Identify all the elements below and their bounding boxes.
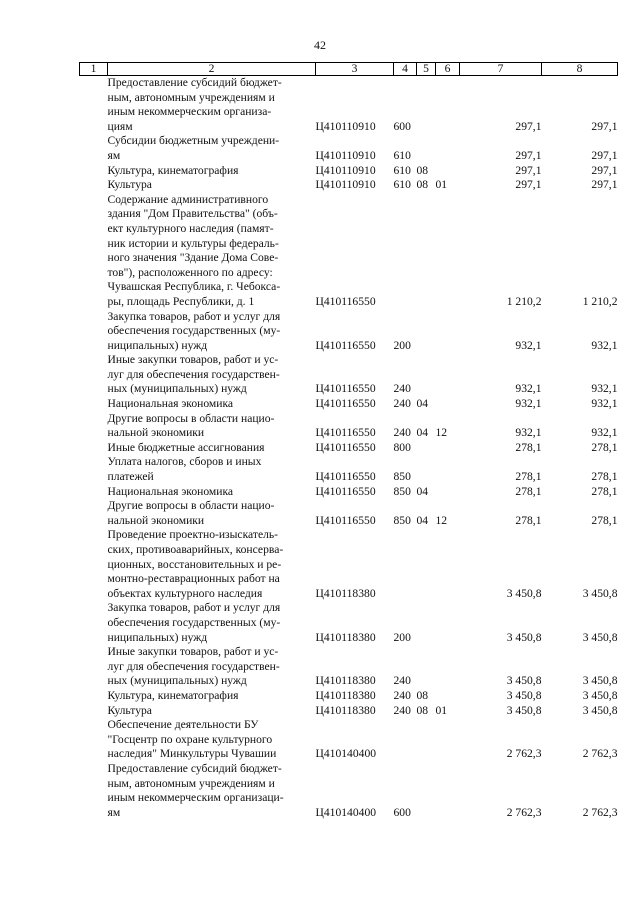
row-value-7-cell: 932,1	[515, 382, 542, 396]
row-number-cell	[80, 455, 108, 484]
row-pr-cell	[436, 310, 460, 354]
row-name-text: Иные закупки товаров, работ и ус- луг для обеспечения государствен- ных (муниципальных) нужд	[107, 353, 280, 396]
row-pr-cell	[436, 689, 460, 704]
row-number-cell	[80, 76, 108, 135]
row-number-cell	[80, 412, 108, 441]
table-row	[80, 178, 618, 193]
row-value-8-cell: 2 762,3	[582, 747, 618, 761]
table-row	[80, 164, 618, 179]
row-vr-cell: 600	[393, 805, 411, 819]
row-number-cell	[80, 485, 108, 500]
row-number-cell	[80, 762, 108, 820]
row-name-cell	[108, 601, 316, 645]
row-number-cell	[80, 601, 108, 645]
row-pr-cell	[436, 397, 460, 412]
row-value-7-cell: 278,1	[515, 513, 542, 527]
row-vr-cell: 610	[393, 148, 411, 162]
column-header-7: 7	[460, 63, 542, 76]
row-name-cell	[108, 412, 316, 441]
row-rz-cell	[417, 528, 436, 601]
table-body	[80, 76, 618, 821]
row-name-cell	[108, 164, 316, 179]
row-pr-cell: 12	[435, 513, 448, 527]
row-vr-cell: 850	[393, 513, 411, 527]
row-name-text: Иные закупки товаров, работ и ус- луг для обеспечения государствен- ных (муниципальных) нужд	[107, 645, 280, 688]
row-name-cell	[108, 310, 316, 354]
row-code-cell: Ц410116550	[315, 440, 376, 454]
row-name-text: Предоставление субсидий бюджет- ным, автономным учреждениям и иным некоммерческим организа- циям	[107, 76, 282, 133]
row-vr-cell	[394, 528, 417, 601]
row-rz-cell: 04	[416, 484, 429, 498]
table-row	[80, 704, 618, 719]
column-header-1: 1	[80, 63, 108, 76]
row-number-cell	[80, 689, 108, 704]
table-row	[80, 762, 618, 820]
row-code-cell: Ц410110910	[315, 178, 376, 192]
row-name-text: Национальная экономика	[107, 484, 234, 498]
row-code-cell: Ц410116550	[315, 382, 376, 396]
row-number-cell	[80, 164, 108, 179]
row-value-8-cell: 932,1	[591, 397, 618, 411]
row-rz-cell: 04	[416, 513, 429, 527]
row-code-cell: Ц410116550	[315, 338, 376, 352]
row-rz-cell	[417, 718, 436, 762]
row-value-7-cell: 1 210,2	[506, 294, 542, 308]
row-value-7-cell: 932,1	[515, 397, 542, 411]
table-row	[80, 353, 618, 397]
row-code-cell: Ц410116550	[315, 397, 376, 411]
row-rz-cell	[417, 762, 436, 820]
row-pr-cell	[436, 485, 460, 500]
row-code-cell: Ц410118380	[315, 630, 376, 644]
row-name-cell	[108, 704, 316, 719]
row-number-cell	[80, 645, 108, 689]
row-pr-cell	[436, 76, 460, 135]
row-rz-cell	[417, 310, 436, 354]
row-name-text: Другие вопросы в области нацио- нальной экономики	[107, 499, 275, 527]
row-code-cell: Ц410116550	[315, 484, 376, 498]
row-rz-cell: 04	[416, 397, 429, 411]
column-header-8: 8	[542, 63, 618, 76]
row-pr-cell	[436, 718, 460, 762]
row-name-text: Содержание административного здания "Дом Правительства" (объ- ект культурного наследия (памят- ник истории и культуры федераль- ного значения "Здание Дома Сове- тов"), расположенного по адресу: Чувашская Республика, г. Чебокса- ры, площадь Республики, д. 1	[107, 192, 281, 308]
row-value-8-cell: 3 450,8	[582, 703, 618, 717]
row-name-text: Культура	[107, 178, 152, 192]
row-vr-cell: 240	[393, 382, 411, 396]
row-value-8-cell: 3 450,8	[582, 586, 618, 600]
table-row	[80, 397, 618, 412]
row-value-8-cell: 932,1	[591, 426, 618, 440]
row-pr-cell	[436, 193, 460, 310]
table-row	[80, 193, 618, 310]
row-name-cell	[108, 441, 316, 456]
row-value-7-cell: 297,1	[515, 178, 542, 192]
row-rz-cell: 08	[416, 163, 429, 177]
row-rz-cell: 08	[416, 688, 429, 702]
row-value-8-cell: 3 450,8	[582, 674, 618, 688]
row-rz-cell	[417, 645, 436, 689]
row-vr-cell: 240	[393, 674, 411, 688]
row-value-7-cell: 297,1	[515, 148, 542, 162]
row-name-text: Иные бюджетные ассигнования	[107, 440, 265, 454]
column-header-6: 6	[436, 63, 460, 76]
table-row	[80, 645, 618, 689]
row-vr-cell: 200	[393, 338, 411, 352]
row-code-cell: Ц410116550	[315, 513, 376, 527]
row-name-cell	[108, 762, 316, 820]
row-code-cell: Ц410140400	[315, 805, 377, 819]
table-row	[80, 499, 618, 528]
row-name-text: Культура, кинематография	[107, 163, 239, 177]
row-pr-cell: 01	[435, 178, 448, 192]
row-name-cell	[108, 645, 316, 689]
row-code-cell: Ц410110910	[315, 148, 376, 162]
row-name-cell	[108, 134, 316, 163]
row-name-text: Другие вопросы в области нацио- нальной экономики	[107, 411, 275, 440]
row-number-cell	[80, 178, 108, 193]
row-value-8-cell: 278,1	[591, 440, 618, 454]
row-rz-cell	[417, 601, 436, 645]
row-value-7-cell: 3 450,8	[506, 674, 542, 688]
column-header-4: 4	[394, 63, 417, 76]
row-name-text: Культура	[107, 703, 152, 717]
row-value-7-cell: 297,1	[515, 119, 542, 133]
table-row	[80, 689, 618, 704]
row-number-cell	[80, 499, 108, 528]
row-value-8-cell: 1 210,2	[582, 294, 618, 308]
table-row	[80, 601, 618, 645]
row-rz-cell: 08	[416, 178, 429, 192]
row-name-text: Проведение проектно-изыскатель- ских, противоаварийных, консерва- ционных, восстановительных и ре- монтно-реставрационных работ на объектах культурного наследия	[107, 528, 284, 600]
row-pr-cell	[436, 441, 460, 456]
table-row	[80, 76, 618, 135]
row-name-cell	[108, 193, 316, 310]
row-pr-cell: 01	[435, 703, 448, 717]
row-name-cell	[108, 485, 316, 500]
row-number-cell	[80, 353, 108, 397]
row-name-cell	[108, 76, 316, 135]
row-value-7-cell: 278,1	[515, 440, 542, 454]
row-number-cell	[80, 134, 108, 163]
row-value-8-cell: 297,1	[591, 148, 618, 162]
row-number-cell	[80, 528, 108, 601]
row-vr-cell	[394, 193, 417, 310]
row-number-cell	[80, 718, 108, 762]
row-number-cell	[80, 193, 108, 310]
row-name-cell	[108, 397, 316, 412]
row-vr-cell	[394, 718, 417, 762]
row-code-cell: Ц410116550	[315, 470, 376, 484]
table-row	[80, 441, 618, 456]
table-row	[80, 718, 618, 762]
row-value-7-cell: 932,1	[515, 426, 542, 440]
table-row	[80, 134, 618, 163]
row-pr-cell	[436, 134, 460, 163]
column-header-2: 2	[108, 63, 316, 76]
row-value-7-cell: 278,1	[515, 470, 542, 484]
row-vr-cell: 610	[393, 178, 411, 192]
row-number-cell	[80, 704, 108, 719]
row-name-cell	[108, 718, 316, 762]
row-value-8-cell: 297,1	[591, 178, 618, 192]
row-value-7-cell: 3 450,8	[506, 688, 542, 702]
row-pr-cell: 12	[435, 426, 448, 440]
row-value-8-cell: 278,1	[591, 484, 618, 498]
row-vr-cell: 200	[393, 630, 411, 644]
row-pr-cell	[436, 164, 460, 179]
row-vr-cell: 600	[393, 119, 411, 133]
row-value-7-cell: 3 450,8	[506, 630, 542, 644]
row-pr-cell	[436, 601, 460, 645]
row-rz-cell: 08	[416, 703, 429, 717]
row-code-cell: Ц410118380	[315, 586, 376, 600]
table-row	[80, 310, 618, 354]
row-vr-cell: 800	[393, 440, 411, 454]
row-value-7-cell: 297,1	[515, 163, 542, 177]
row-code-cell: Ц410140400	[315, 747, 377, 761]
row-rz-cell	[417, 441, 436, 456]
column-header-3: 3	[316, 63, 394, 76]
row-value-7-cell: 3 450,8	[506, 586, 542, 600]
row-pr-cell	[436, 353, 460, 397]
row-rz-cell	[417, 193, 436, 310]
row-vr-cell: 240	[393, 703, 411, 717]
row-code-cell: Ц410110910	[315, 163, 376, 177]
row-value-8-cell: 297,1	[591, 163, 618, 177]
row-pr-cell	[436, 528, 460, 601]
row-code-cell: Ц410118380	[315, 688, 376, 702]
row-value-7-cell: 2 762,3	[506, 805, 542, 819]
row-name-cell	[108, 689, 316, 704]
row-name-cell	[108, 178, 316, 193]
row-vr-cell: 240	[393, 426, 411, 440]
column-header-5: 5	[417, 63, 436, 76]
row-value-8-cell: 932,1	[591, 382, 618, 396]
row-value-8-cell: 278,1	[591, 470, 618, 484]
row-rz-cell	[417, 134, 436, 163]
row-pr-cell	[436, 762, 460, 820]
row-pr-cell	[436, 455, 460, 484]
row-vr-cell: 240	[393, 397, 411, 411]
row-code-cell: Ц410118380	[315, 703, 376, 717]
row-value-7-cell: 2 762,3	[506, 747, 542, 761]
row-vr-cell: 240	[393, 688, 411, 702]
row-code-cell: Ц410118380	[315, 674, 376, 688]
budget-table	[79, 62, 618, 820]
table-row	[80, 485, 618, 500]
row-code-cell: Ц410110910	[315, 119, 376, 133]
table-row	[80, 455, 618, 484]
table-row	[80, 412, 618, 441]
row-value-8-cell: 932,1	[591, 338, 618, 352]
row-number-cell	[80, 397, 108, 412]
row-name-text: Уплата налогов, сборов и иных платежей	[107, 455, 262, 484]
row-name-text: Культура, кинематография	[107, 688, 239, 702]
row-name-cell	[108, 499, 316, 528]
row-rz-cell	[417, 455, 436, 484]
row-value-8-cell: 297,1	[591, 119, 618, 133]
row-number-cell	[80, 310, 108, 354]
row-vr-cell: 850	[393, 484, 411, 498]
table-row	[80, 528, 618, 601]
row-name-text: Национальная экономика	[107, 397, 234, 411]
row-value-8-cell: 3 450,8	[582, 630, 618, 644]
row-name-text: Субсидии бюджетным учреждени- ям	[107, 134, 280, 162]
row-rz-cell: 04	[416, 426, 429, 440]
row-name-text: Закупка товаров, работ и услуг для обеспечения государственных (му- ниципальных) нужд	[107, 309, 281, 352]
row-value-8-cell: 2 762,3	[582, 805, 618, 819]
row-number-cell	[80, 441, 108, 456]
page-number: 42	[314, 38, 326, 52]
row-code-cell: Ц410116550	[315, 426, 376, 440]
row-vr-cell: 850	[393, 470, 411, 484]
table-header-row	[80, 63, 618, 76]
row-value-8-cell: 3 450,8	[582, 688, 618, 702]
row-code-cell: Ц410116550	[315, 294, 376, 308]
row-pr-cell	[436, 645, 460, 689]
row-value-8-cell: 278,1	[591, 513, 618, 527]
row-value-7-cell: 932,1	[515, 338, 542, 352]
row-value-7-cell: 278,1	[515, 484, 542, 498]
row-name-cell	[108, 353, 316, 397]
row-rz-cell	[417, 76, 436, 135]
row-rz-cell	[417, 353, 436, 397]
row-name-text: Обеспечение деятельности БУ "Госцентр по охране культурного наследия" Минкультуры Чувашии	[107, 718, 277, 761]
row-value-7-cell: 3 450,8	[506, 703, 542, 717]
row-name-text: Предоставление субсидий бюджет- ным, автономным учреждениям и иным некоммерческим организаци- ям	[107, 761, 284, 819]
row-name-text: Закупка товаров, работ и услуг для обеспечения государственных (му- ниципальных) нужд	[107, 601, 281, 644]
row-name-cell	[108, 528, 316, 601]
row-name-cell	[108, 455, 316, 484]
row-vr-cell: 610	[393, 163, 411, 177]
